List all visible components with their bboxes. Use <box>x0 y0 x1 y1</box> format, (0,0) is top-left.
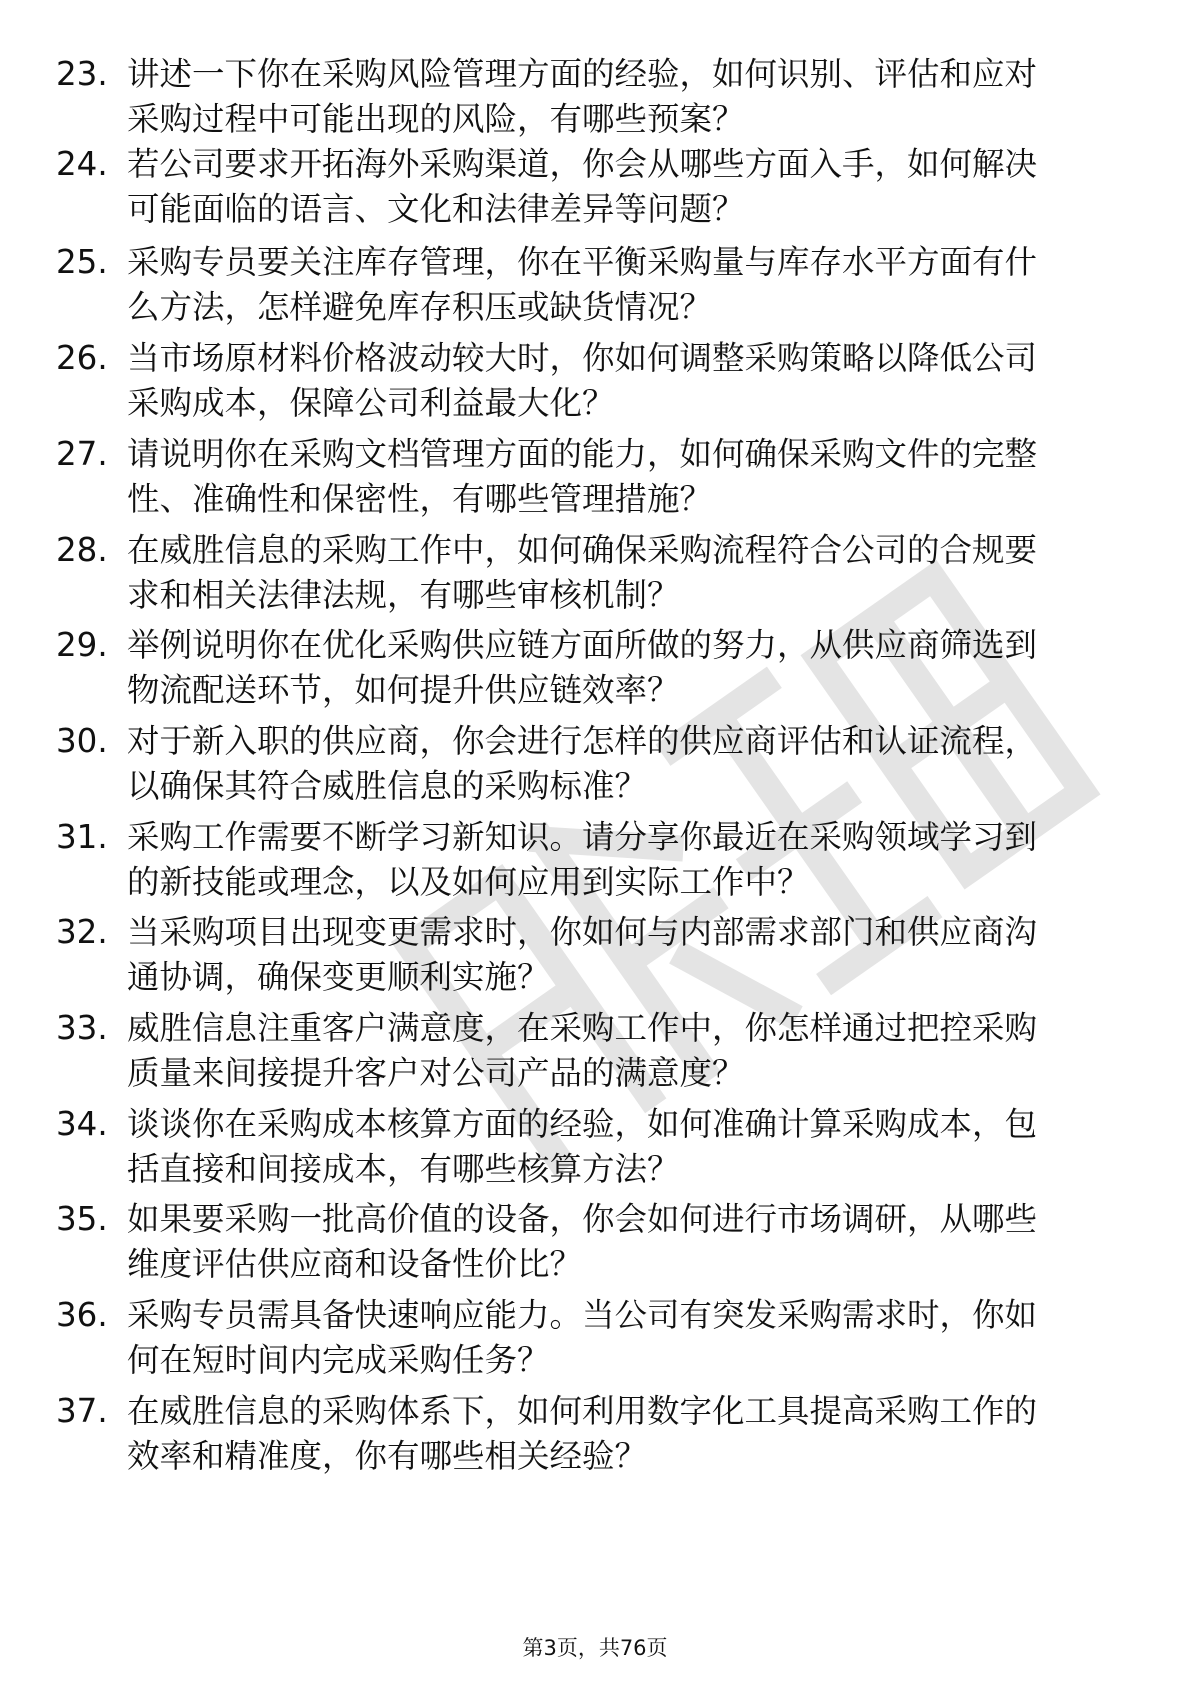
question-number: 28. <box>56 531 108 569</box>
list-item <box>56 815 1116 915</box>
page-number: 第3页，共76页 <box>522 1636 668 1660</box>
question-text: 对于新入职的供应商，你会进行怎样的供应商评估和认证流程，以确保其符合威胜信息的采购标准？ <box>127 722 1038 805</box>
question-number: 25. <box>56 243 108 281</box>
list-item <box>56 910 1116 1010</box>
list-item <box>56 1006 1116 1106</box>
question-number: 27. <box>56 435 108 473</box>
question-number: 30. <box>56 722 108 760</box>
question-text: 威胜信息注重客户满意度，在采购工作中，你怎样通过把控采购质量来间接提升客户对公司产品的满意度？ <box>127 1009 1038 1092</box>
question-number: 24. <box>56 145 108 183</box>
question-text: 讲述一下你在采购风险管理方面的经验，如何识别、评估和应对采购过程中可能出现的风险，有哪些预案？ <box>127 55 1038 138</box>
list-item <box>56 142 1116 242</box>
question-number: 23. <box>56 55 108 93</box>
question-text: 如果要采购一批高价值的设备，你会如何进行市场调研，从哪些维度评估供应商和设备性价比？ <box>127 1200 1038 1283</box>
question-number: 34. <box>56 1105 108 1143</box>
list-item <box>56 52 1116 152</box>
question-number: 31. <box>56 818 108 856</box>
question-text: 采购专员要关注库存管理，你在平衡采购量与库存水平方面有什么方法，怎样避免库存积压或缺货情况？ <box>127 243 1038 326</box>
list-item <box>56 1102 1116 1202</box>
list-item <box>56 336 1116 436</box>
question-text: 若公司要求开拓海外采购渠道，你会从哪些方面入手，如何解决可能面临的语言、文化和法律差异等问题？ <box>127 145 1038 228</box>
question-text: 请说明你在采购文档管理方面的能力，如何确保采购文件的完整性、准确性和保密性，有哪些管理措施？ <box>127 435 1038 518</box>
question-text: 在威胜信息的采购体系下，如何利用数字化工具提高采购工作的效率和精准度，你有哪些相关经验？ <box>127 1392 1038 1475</box>
list-item <box>56 432 1116 532</box>
list-item <box>56 1293 1116 1393</box>
question-number: 35. <box>56 1200 108 1238</box>
list-item <box>56 240 1116 340</box>
list-item <box>56 1197 1116 1297</box>
question-number: 29. <box>56 626 108 664</box>
question-text: 采购专员需具备快速响应能力。当公司有突发采购需求时，你如何在短时间内完成采购任务？ <box>127 1296 1038 1379</box>
list-item <box>56 719 1116 819</box>
question-number: 26. <box>56 339 108 377</box>
list-item <box>56 528 1116 628</box>
question-text: 采购工作需要不断学习新知识。请分享你最近在采购领域学习到的新技能或理念，以及如何应用到实际工作中？ <box>127 818 1038 901</box>
question-text: 当市场原材料价格波动较大时，你如何调整采购策略以降低公司采购成本，保障公司利益最大化？ <box>127 339 1038 422</box>
question-text: 谈谈你在采购成本核算方面的经验，如何准确计算采购成本，包括直接和间接成本，有哪些核算方法？ <box>127 1105 1038 1188</box>
list-item <box>56 623 1116 723</box>
question-number: 37. <box>56 1392 108 1430</box>
question-number: 33. <box>56 1009 108 1047</box>
question-number: 36. <box>56 1296 108 1334</box>
question-text: 当采购项目出现变更需求时，你如何与内部需求部门和供应商沟通协调，确保变更顺利实施？ <box>127 913 1038 996</box>
question-text: 举例说明你在优化采购供应链方面所做的努力，从供应商筛选到物流配送环节，如何提升供应链效率？ <box>127 626 1038 709</box>
question-text: 在威胜信息的采购工作中，如何确保采购流程符合公司的合规要求和相关法律法规，有哪些审核机制？ <box>127 531 1038 614</box>
list-item <box>56 1389 1116 1489</box>
question-number: 32. <box>56 913 108 951</box>
